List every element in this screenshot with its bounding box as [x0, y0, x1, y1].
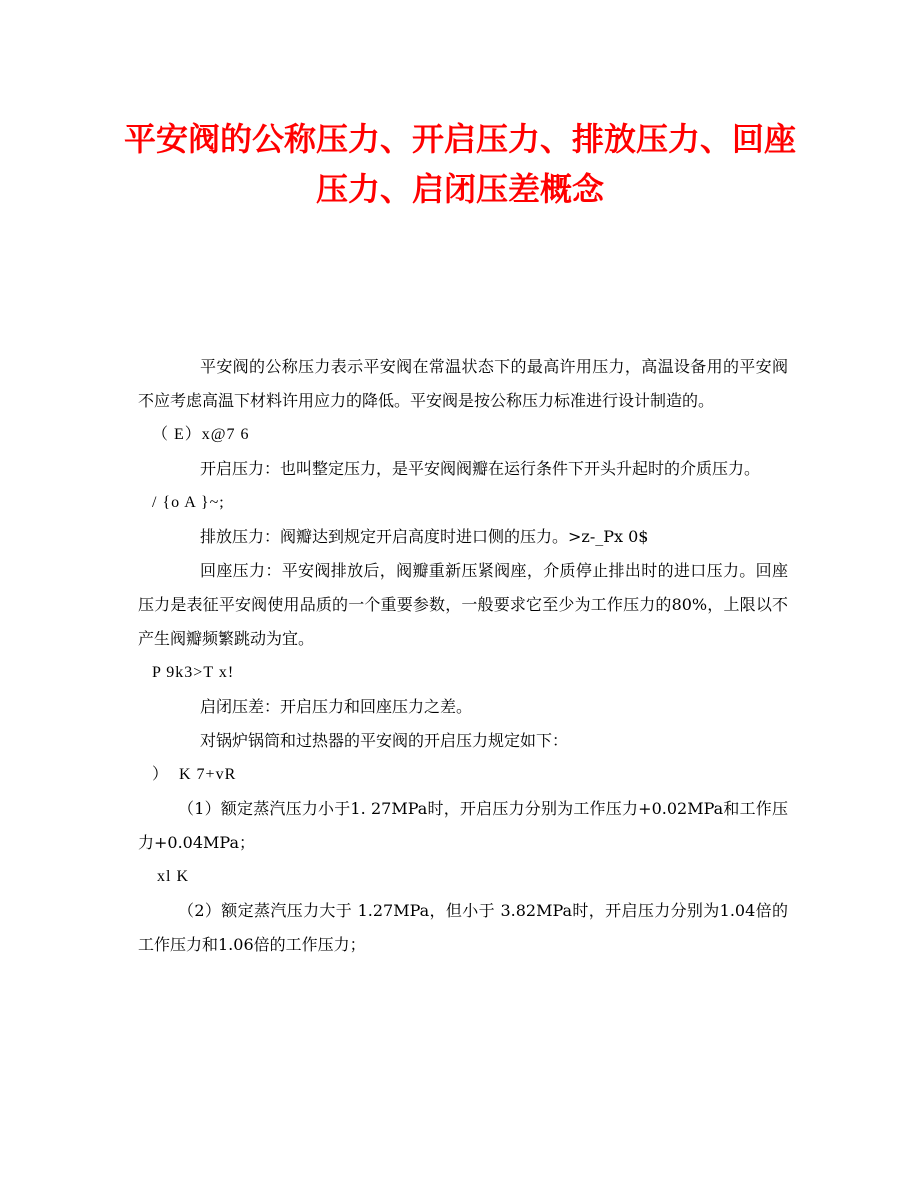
noise-text-line: xl K [152, 868, 189, 885]
paragraph-blowdown: 启闭压差：开启压力和回座压力之差。 [200, 697, 473, 716]
paragraph-reseat-pressure: 回座压力：平安阀排放后，阀瓣重新压紧阀座，介质停止排出时的进口压力。回座压力是表征平安阀使用品质的一个重要参数，一般要求它至少为工作压力的80%，上限以不产生阀瓣频繁跳动为宜。 [138, 561, 788, 648]
noise-text-line: P 9k3>T x! [152, 664, 235, 681]
paragraph-boiler-rules-intro: 对锅炉锅筒和过热器的平安阀的开启压力规定如下： [200, 731, 569, 750]
paragraph-discharge-pressure: 排放压力：阀瓣达到规定开启高度时进口侧的压力。>z-_Px 0$ [200, 527, 649, 546]
noise-text-line: / {o A }~; [152, 494, 225, 511]
paragraph-nominal-pressure: 平安阀的公称压力表示平安阀在常温状态下的最高许用压力，高温设备用的平安阀不应考虑高温下材料许用应力的降低。平安阀是按公称压力标准进行设计制造的。 [138, 357, 788, 410]
list-item-rule-1: （1）额定蒸汽压力小于1. 27MPa时，开启压力分别为工作压力+0.02MPa和工作压力+0.04MPa； [138, 799, 788, 852]
document-body [138, 350, 788, 962]
document-title: 平安阀的公称压力、开启压力、排放压力、回座压力、启闭压差概念 [123, 120, 796, 208]
noise-text-line: ） K 7+vR [152, 766, 237, 783]
paragraph-opening-pressure: 开启压力：也叫整定压力，是平安阀阀瓣在运行条件下开头升起时的介质压力。 [200, 459, 761, 478]
noise-text-line: （ E）x@7 6 [152, 426, 250, 443]
list-item-rule-2: （2）额定蒸汽压力大于 1.27MPa，但小于 3.82MPa时，开启压力分别为1.04倍的工作压力和1.06倍的工作压力； [138, 901, 788, 954]
